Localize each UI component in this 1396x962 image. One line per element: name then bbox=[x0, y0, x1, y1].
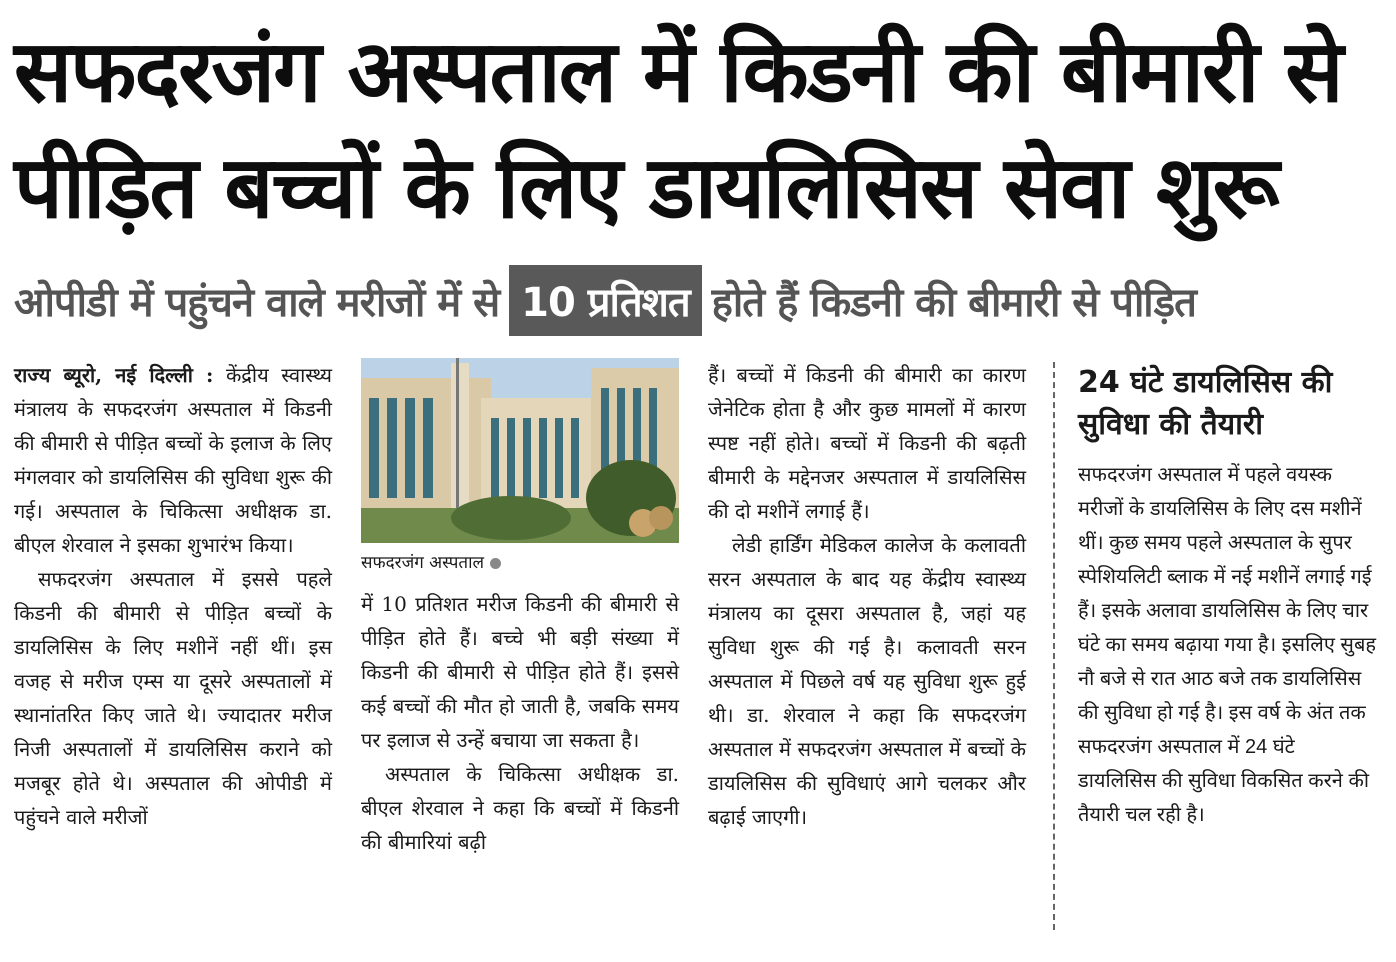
column-divider bbox=[1053, 362, 1055, 930]
sidebar-body: सफदरजंग अस्पताल में पहले वयस्क मरीजों के डायलिसिस के लिए दस मशीनें थीं। कुछ समय पहले अस्पताल के सुपर स्पेशियलिटी ब्लाक में नई मशीनें लगाई गई हैं। इसके अलावा डायलिसिस के लिए चार घंटे का समय बढ़ाया गया है। इसलिए सुबह नौ बजे से रात आठ बजे तक डायलिसिस की सुविधा हो गई है। इस वर्ष के अंत तक सफदरजंग अस्पताल में 24 घंटे डायलिसिस की सुविधा विकसित करने की तैयारी चल रही है। bbox=[1078, 464, 1376, 826]
article-column-3 bbox=[708, 358, 1026, 834]
sidebar-title: 24 घंटे डायलिसिस की सुविधा की तैयारी bbox=[1078, 365, 1333, 442]
photo-caption-text: सफदरजंग अस्पताल bbox=[361, 553, 485, 573]
paragraph-2: सफदरजंग अस्पताल में इससे पहले किडनी की बीमारी से पीड़ित बच्चों के डायलिसिस के लिए मशीनें नहीं थीं। इस वजह से मरीज एम्स या दूसरे अस्पतालों में स्थानांतरित किए जाते थे। ज्यादातर मरीज निजी अस्पतालों में डायलिसिस कराने को मजबूर होते थे। अस्पताल की ओपीडी में पहुंचने वाले मरीजों bbox=[14, 567, 332, 829]
article-column-1 bbox=[14, 358, 332, 834]
paragraph-6: लेडी हार्डिंग मेडिकल कालेज के कलावती सरन अस्पताल के बाद यह केंद्रीय स्वास्थ्य मंत्रालय का दूसरा अस्पताल है, जहां यह सुविधा शुरू की गई है। कलावती सरन अस्पताल में पिछले वर्ष यह सुविधा शुरू हुई थी। डा. शेरवाल ने कहा कि सफदरजंग अस्पताल में सफदरजंग अस्पताल में बच्चों के डायलिसिस की सुविधाएं आगे चलकर और बढ़ाई जाएगी। bbox=[708, 533, 1026, 829]
headline-line-2: पीड़ित बच्चों के लिए डायलिसिस सेवा शुरू bbox=[14, 138, 1278, 238]
paragraph-4: अस्पताल के चिकित्सा अधीक्षक डा. बीएल शेरवाल ने कहा कि बच्चों में किडनी की बीमारियां बढ़ी bbox=[361, 762, 679, 854]
photo-caption bbox=[361, 551, 679, 575]
subhead-highlight: 10 प्रतिशत bbox=[509, 265, 702, 336]
hospital-photo bbox=[361, 358, 679, 543]
subheadline bbox=[14, 262, 1384, 338]
paragraph-1-text: केंद्रीय स्वास्थ्य मंत्रालय के सफदरजंग अस्पताल में किडनी की बीमारी से पीड़ित बच्चों के इलाज के लिए मंगलवार को डायलिसिस की सुविधा शुरू की गई। अस्पताल के चिकित्सा अधीक्षक डा. बीएल शेरवाल ने इसका शुभारंभ किया। bbox=[14, 363, 332, 557]
hospital-building-image bbox=[361, 358, 679, 543]
paragraph-3: में 10 प्रतिशत मरीज किडनी की बीमारी से पीड़ित होते हैं। बच्चे भी बड़ी संख्या में किडनी की बीमारी से पीड़ित होते हैं। इससे कई बच्चों की मौत हो जाती है, जबकि समय पर इलाज से उन्हें बचाया जा सकता है। bbox=[361, 592, 679, 752]
subhead-before: ओपीडी में पहुंचने वाले मरीजों में से bbox=[14, 279, 500, 326]
headline-line-1: सफदरजंग अस्पताल में किडनी की बीमारी से bbox=[14, 22, 1342, 122]
column-2-text bbox=[361, 587, 679, 859]
subhead-after: होते हैं किडनी की बीमारी से पीड़ित bbox=[711, 279, 1196, 326]
dateline: राज्य ब्यूरो, नई दिल्ली : bbox=[14, 363, 214, 387]
headline bbox=[14, 14, 1384, 246]
sidebar-box bbox=[1078, 362, 1378, 832]
article-column-2 bbox=[361, 358, 679, 859]
caption-dot-icon bbox=[490, 558, 501, 569]
paragraph-1 bbox=[14, 358, 332, 562]
paragraph-5: हैं। बच्चों में किडनी की बीमारी का कारण जेनेटिक होता है और कुछ मामलों में कारण स्पष्ट नहीं होते। बच्चों में किडनी की बढ़ती बीमारी के मद्देनजर अस्पताल में डायलिसिस की दो मशीनें लगाई हैं। bbox=[708, 363, 1026, 523]
